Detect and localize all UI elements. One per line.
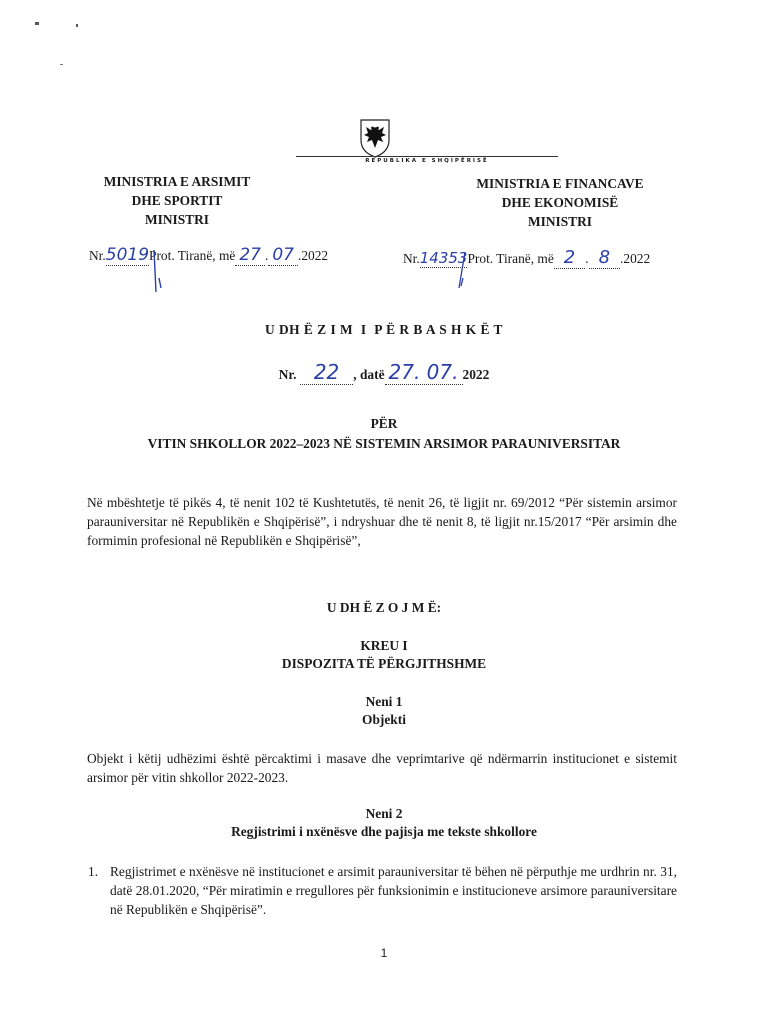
doc-nr-handwritten: 22 bbox=[300, 360, 353, 385]
doc-date-handwritten: 27. 07. bbox=[385, 360, 463, 385]
scan-speck bbox=[76, 24, 78, 27]
left-prot-text: Prot. Tiranë, më bbox=[149, 248, 236, 263]
left-ministry-name-2: DHE SPORTIT bbox=[131, 193, 223, 208]
right-prot-text: Prot. Tiranë, më bbox=[467, 251, 554, 266]
left-ministry-block bbox=[78, 172, 276, 229]
article-2-item-text: Regjistrimet e nxënësve në institucionet e arsimit parauniversitar të bëhen në përputhje me urdhrin nr. 31, datë 28.01.2020, “Për miratimin e rregullores për funksionimin e institucioneve arsimore parauniversitare në Republikën e Shqipërisë”. bbox=[110, 864, 677, 917]
right-ministry-name-2: DHE EKONOMISË bbox=[501, 195, 619, 210]
left-nr-prefix: Nr. bbox=[89, 248, 106, 263]
scan-speck bbox=[60, 64, 63, 65]
right-ministry-name: MINISTRIA E FINANCAVE bbox=[476, 176, 644, 191]
right-date-year: .2022 bbox=[620, 251, 651, 266]
right-protocol-line bbox=[403, 247, 650, 268]
doc-nr-label: Nr. bbox=[278, 367, 297, 382]
udhezojme-heading: U DH Ë Z O J M Ë: bbox=[326, 600, 442, 615]
left-ministry-name: MINISTRIA E ARSIMIT bbox=[103, 174, 251, 189]
left-nr-handwritten: 5019 bbox=[105, 245, 150, 265]
left-date-month: 07 bbox=[268, 245, 298, 266]
republic-label: REPUBLIKA E SHQIPËRISË bbox=[365, 158, 489, 164]
date-separator: . bbox=[264, 248, 269, 263]
right-ministry-block bbox=[455, 174, 665, 231]
left-protocol-line bbox=[89, 245, 328, 265]
doc-year: 2022 bbox=[462, 367, 490, 382]
chapter-title: DISPOZITA TË PËRGJITHSHME bbox=[281, 656, 487, 671]
right-handwritten-mark bbox=[455, 250, 469, 292]
right-date-day: 2 bbox=[554, 247, 585, 269]
right-nr-handwritten: 14353 bbox=[419, 249, 468, 267]
right-ministry-title: MINISTRI bbox=[528, 214, 592, 229]
article-1-label: Neni 1 bbox=[365, 694, 403, 709]
article-1-text: Objekt i këtij udhëzimi është përcaktimi i masave dhe veprimtarive që ndërmarrin institucionet e sistemit arsimor për vitin shkollor 2022-2023. bbox=[87, 751, 677, 785]
left-ministry-title: MINISTRI bbox=[145, 212, 209, 227]
article-2-title: Regjistrimi i nxënësve dhe pajisja me tekste shkollore bbox=[231, 824, 537, 839]
article-2-label: Neni 2 bbox=[365, 806, 403, 821]
left-date-year: .2022 bbox=[297, 248, 329, 263]
date-separator: . bbox=[585, 251, 589, 266]
per-label: PËR bbox=[370, 416, 398, 431]
header-rule bbox=[296, 156, 558, 157]
page-number: 1 bbox=[380, 946, 388, 960]
right-date-month: 8 bbox=[589, 247, 620, 269]
article-1-title: Objekti bbox=[362, 712, 406, 727]
doc-date-label: , datë bbox=[353, 367, 385, 382]
coat-of-arms-emblem bbox=[359, 118, 391, 158]
right-nr-prefix: Nr. bbox=[403, 251, 420, 266]
article-2-item-number: 1. bbox=[88, 864, 99, 879]
document-heading: U DH Ë Z I M I P Ë R B A S H K Ë T bbox=[264, 322, 503, 337]
scan-speck bbox=[35, 22, 39, 25]
left-date-day: 27 bbox=[235, 245, 265, 266]
chapter-label: KREU I bbox=[360, 638, 408, 653]
left-handwritten-mark bbox=[150, 248, 164, 296]
preamble-paragraph: Në mbështetje të pikës 4, të nenit 102 të Kushtetutës, të nenit 26, të ligjit nr. 69/2012 “Për sistemin arsimor parauniversitar në Republikën e Shqipërisë”, i ndryshuar dhe të nenit 8, të ligjit nr.15/2017 “Për arsimin dhe formimin profesional në Republikën e Shqipërisë”, bbox=[87, 495, 677, 548]
document-number-line bbox=[0, 360, 768, 384]
document-subject: VITIN SHKOLLOR 2022–2023 NË SISTEMIN ARSIMOR PARAUNIVERSITAR bbox=[147, 436, 621, 451]
